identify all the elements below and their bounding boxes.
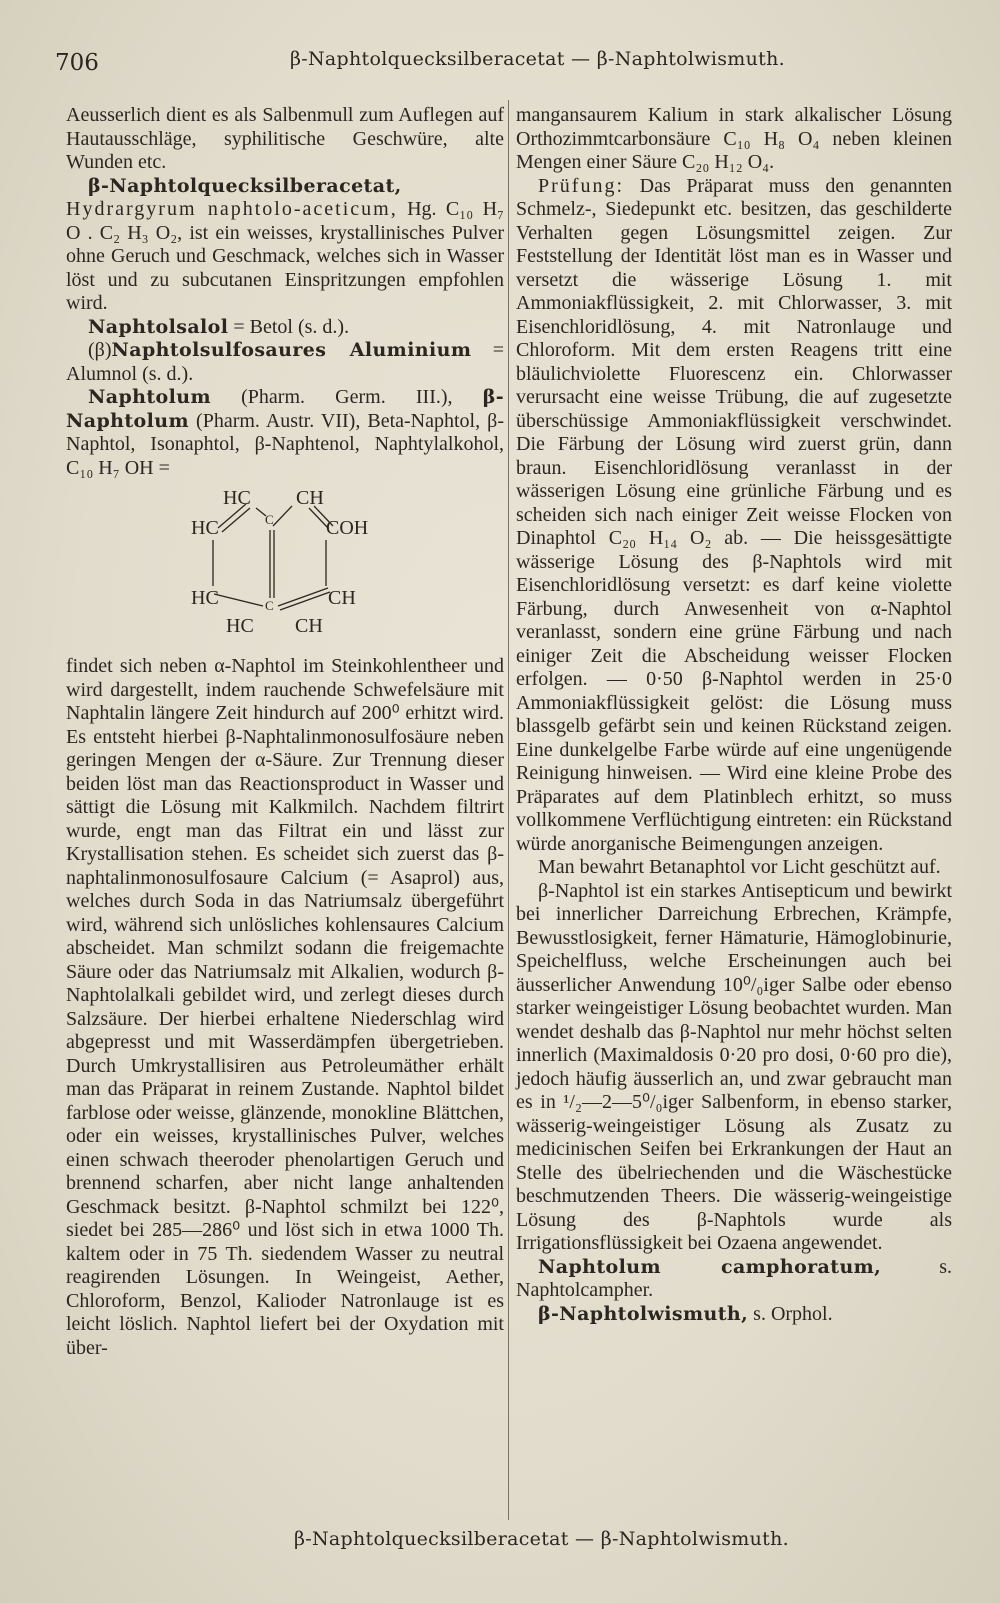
entry-body: = Alumnol (s. d.).: [66, 339, 504, 385]
formula-label: CH: [296, 487, 324, 509]
entry-naphtolwismuth: [516, 1303, 952, 1327]
entry-body: (Pharm. Austr. VII), Beta-Naphtol, β-Naphtol, Isonaphtol, β-Naphtenol, Naphtylalkohol, C₁₀ H₇ OH =: [66, 409, 504, 479]
formula-label: HC: [191, 587, 219, 609]
entry-naphtolquecksilberacetat: [66, 175, 504, 316]
page-footer: β-Naphtolquecksilberacetat — β-Naphtolwismuth.: [294, 1528, 789, 1550]
right-column: [516, 104, 952, 1326]
page-number: 706: [55, 50, 99, 76]
formula-label: HC: [191, 517, 219, 539]
formula-label: COH: [326, 517, 369, 539]
left-column: [66, 104, 504, 1360]
naphthol-structural-formula: [66, 482, 504, 647]
entry-synonym: Hydrargyrum naphtolo-aceticum,: [66, 198, 398, 220]
entry-naphtolsulfosaures-aluminium: [66, 339, 504, 386]
entry-naphtolum: [66, 386, 504, 480]
entry-body: s. Naphtolcampher.: [516, 1255, 952, 1301]
entry-body: Hg. C₁₀ H₇ O . C₂ H₃ O₂, ist ein weisses, krystallinisches Pulver ohne Geruch und Geschmack, welches sich in Wasser löst und zu subcutanen Einspritzungen empfohlen wird.: [66, 198, 504, 314]
entry-heading: Naphtolsalol: [88, 315, 229, 338]
formula-label: C: [265, 512, 274, 527]
entry-body: (Pharm. Germ. III.),: [241, 386, 453, 408]
formula-diagram: [66, 482, 504, 647]
paragraph-pruefung: [516, 175, 952, 857]
entry-body: = Betol (s. d.).: [233, 315, 350, 338]
entry-naphtolsalol: [66, 316, 504, 340]
section-lead: Prüfung:: [538, 174, 624, 197]
entry-heading: β-Naphtolwismuth,: [538, 1302, 749, 1325]
formula-label: C: [265, 598, 274, 613]
paragraph: Aeusserlich dient es als Salbenmull zum Auflegen auf Hautausschläge, syphilitische Geschwüre, alte Wunden etc.: [66, 104, 504, 173]
paragraph: β-Naphtol ist ein starkes Antisepticum und bewirkt bei innerlicher Darreichung Erbrechen, Krämpfe, Bewusstlosigkeit, ferner Hämaturie, Hämoglobinurie, Speichelfluss, welche Erscheinungen auch bei äusserlicher Anwendung 10⁰/₀iger Salbe oder ebenso starker weingeistiger Lösung beobachtet wurden. Man wendet deshalb das β-Naphtol nur mehr höchst selten innerlich (Maximaldosis 0·20 pro dosi, 0·60 pro die), jedoch häufig äusserlich an, und zwar gebraucht man es in ¹/₂—2—5⁰/₀iger Salbenform, in ebenso starker, wässerig-weingeistiger Lösung als Zusatz zu medicinischen Seifen bei Erkrankungen der Haut an Stelle des übelriechenden und die Wäschestücke beschmutzenden Theers. Die wässerig-weingeistige Lösung des β-Naphtols wurde als Irrigationsflüssigkeit bei Ozaena angewendet.: [516, 879, 952, 1254]
paragraph: findet sich neben α-Naphtol im Steinkohlentheer und wird dargestellt, indem rauchende Schwefelsäure mit Naphtalin längere Zeit hindurch auf 200⁰ erhitzt wird. Es entsteht hierbei β-Naphtalinmonosulfosäure neben geringen Mengen der α-Säure. Zur Trennung dieser beiden löst man das Reactionsproduct in Wasser und sättigt die Lösung mit Kalkmilch. Nachdem filtrirt wurde, engt man das Filtrat ein und lässt zur Krystallisation stehen. Es scheidet sich zuerst das β-naphtalinmonosulfosaure Calcium (= Asaprol) aus, welches durch Soda in das Natriumsalz übergeführt wird, während sich unlösliches kohlensaures Calcium abscheidet. Man schmilzt sodann die freigemachte Säure oder das Natriumsalz mit Alkalien, wodurch β-Naphtolalkali gebildet wird, und zerlegt dieses durch Salzsäure. Der hierbei erhaltene Niederschlag wird abgepresst und mit Wasserdämpfen übergetrieben. Durch Umkrystallisiren aus Petroleumäther erhält man das Präparat in reinem Zustande. Naphtol bildet farblose oder weisse, glänzende, monokline Blättchen, oder ein weisses, krystallinisches Pulver, welches einen schwach theeroder phenolartigen Geruch und brennend scharfen, aber nicht lange anhaltenden Geschmack besitzt. β-Naphtol schmilzt bei 122⁰, siedet bei 285—286⁰ und löst sich in etwa 1000 Th. kaltem oder in 75 Th. siedendem Wasser zu neutral reagirenden Lösungen. In Weingeist, Aether, Chloroform, Benzol, Kalioder Natronlauge ist es leicht löslich. Naphtol liefert bei der Oxydation mit über-: [66, 655, 504, 1359]
entry-body: s. Orphol.: [753, 1302, 833, 1325]
entry-heading: Naphtolum camphoratum,: [538, 1255, 882, 1278]
entry-heading: β-Naphtolum: [66, 386, 505, 432]
paragraph-body: Das Präparat muss den genannten Schmelz-, Siedepunkt etc. besitzen, das geschilderte Verhalten gegen Lösungsmittel zeigen. Zur Feststellung der Identität löst man es in Wasser und versetzt die wässerige Lösung 1. mit Ammoniakflüssigkeit, 2. mit Chlorwasser, 3. mit Eisenchloridlösung, 4. mit Natronlauge und Chloroform. Mit dem ersten Reagens tritt eine bläulichviolette Fluorescenz ein. Chlorwasser verursacht eine weisse Trübung, die auf zugesetzte überschüssige Ammoniakflüssigkeit verschwindet. Die Färbung der Lösung wird zuerst grün, dann braun. Eisenchloridlösung veranlasst in der wässerigen Lösung eine grünliche Färbung und es scheiden sich nach einiger Zeit weisse Flocken von Dinaphtol C₂₀ H₁₄ O₂ ab. — Die heissgesättigte wässerige Lösung des β-Naphtols wird mit Eisenchloridlösung versetzt: es darf keine violette Färbung, durch Anwesenheit von α-Naphtol veranlasst, sondern eine grüne Färbung und nach einiger Zeit die Abscheidung weisser Flocken erfolgen. — 0·50 β-Naphtol werden in 25·0 Ammoniakflüssigkeit gelöst: die Lösung muss blassgelb gefärbt sein und keinen Rückstand zeigen. Eine dunkelgelbe Farbe würde auf eine ungenügende Reinigung hinweisen. — Wird eine kleine Probe des Präparates auf dem Platinblech erhitzt, so muss vollkommene Verflüchtigung eintreten: ein Rückstand würde anorganische Beimengungen anzeigen.: [516, 174, 953, 855]
paragraph: Man bewahrt Betanaphtol vor Licht geschützt auf.: [538, 856, 941, 878]
formula-label: CH: [328, 587, 356, 609]
running-head: β-Naphtolquecksilberacetat — β-Naphtolwismuth.: [290, 48, 785, 70]
entry-naphtolum-camphoratum: [516, 1256, 952, 1303]
formula-label: HC: [226, 615, 254, 637]
entry-prefix: (β): [88, 339, 112, 361]
entry-heading: Naphtolsulfosaures Aluminium: [111, 339, 472, 361]
column-divider: [508, 100, 509, 1520]
entry-heading: Naphtolum: [88, 386, 211, 408]
formula-label: HC: [223, 487, 251, 509]
paragraph: mangansaurem Kalium in stark alkalischer Lösung Orthozimmtcarbonsäure C₁₀ H₈ O₄ neben kleinen Mengen einer Säure C₂₀ H₁₂ O₄.: [516, 104, 952, 173]
entry-heading: β-Naphtolquecksilberacetat,: [88, 174, 402, 197]
formula-label: CH: [295, 615, 323, 637]
